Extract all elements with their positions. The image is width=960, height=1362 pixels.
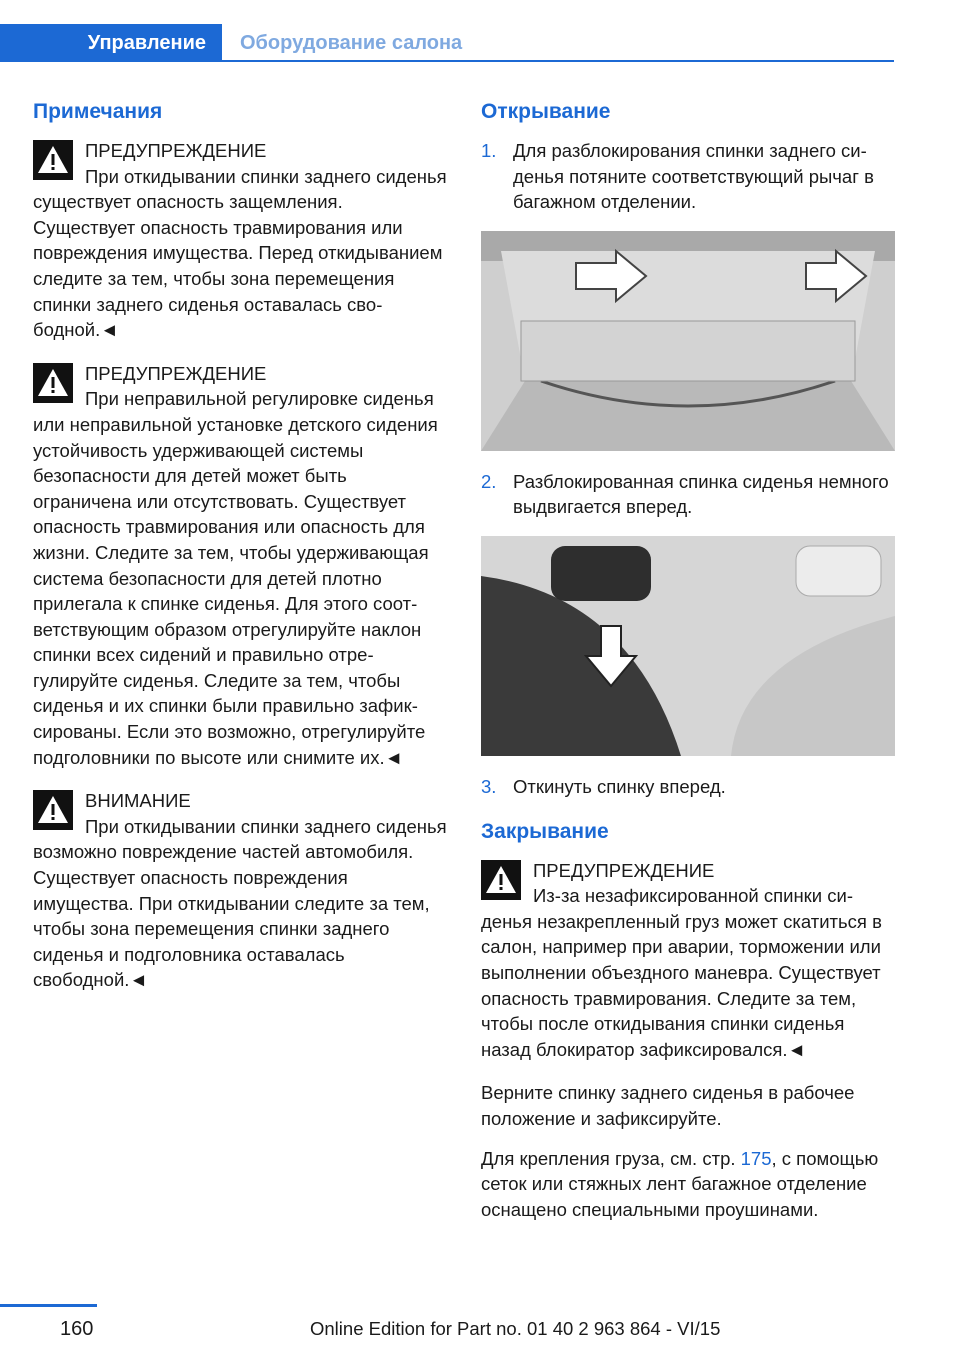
cargo-text-end: , с помощью сеток или стяжных лент багажное отделение оснащено специальными проушинами. [481, 1147, 879, 1220]
step-item [481, 469, 895, 520]
edition-text: Online Edition for Part no. 01 40 2 963 864 - VI/15 [310, 1318, 721, 1339]
warning-block [33, 361, 448, 771]
warning-triangle-icon [33, 363, 73, 403]
tab-control[interactable]: Управление [0, 24, 222, 62]
section-title-notes: Примечания [33, 100, 163, 123]
step-text: Откинуть спинку вперед. [513, 775, 726, 797]
warning-triangle-icon [33, 140, 73, 180]
trunk-release-lever-image [481, 231, 895, 451]
warning-title: ПРЕДУПРЕЖДЕНИЕ [85, 362, 267, 384]
caution-text: При откидывании спинки заднего сиденья возможно повреждение частей автомобиля. Существует опасность повреждения имущества. При откидывании следите за тем, чтобы зона перемещения спинки заднего сиденья и подголовника оставалась свободной.◄ [33, 815, 447, 991]
warning-title: ПРЕДУПРЕЖДЕНИЕ [85, 140, 267, 161]
seat-backrest-image [481, 536, 895, 756]
right-column [481, 100, 895, 1236]
cargo-paragraph [481, 1146, 895, 1223]
step-text: Для разблокирования спинки заднего сиденья потяните соответствующий рычаг в багажном отделении. [513, 140, 874, 213]
step-number: 1. [481, 140, 497, 161]
warning-triangle-icon [33, 790, 73, 830]
warning-block [33, 138, 448, 343]
header-rule [222, 60, 894, 62]
warning-text: При откидывании спинки заднего сиденья существует опасность защемления. Существует опасность травмирования или повреждения имущества. Перед откидыванием следите за тем, чтобы зона перемещения спинки заднего сиденья оставалась свободной.◄ [33, 165, 447, 341]
section-title-opening: Открывание [481, 100, 611, 123]
caution-title: ВНИМАНИЕ [85, 790, 191, 812]
warning-text: При неправильной регулировке сиденья или неправильной установке детского сидения устойчивость удерживающей системы безопасности для детей может быть ограничена или отсутствовать. Существует опасность травмирования или опасность для жизни. Следите за тем, чтобы удерживающая система безопасности для детей плотно прилегала к спинке сиденья. Для этого соответствующим образом отрегулируйте наклон спинки всех сидений и правильно отрегулируйте сиденья. Следите за тем, чтобы сиденья и их спинки были правильно зафиксированы. Если это возможно, отрегулируйте подголовники по высоте или снимите их.◄ [33, 388, 438, 768]
warning-text: Из-за незафиксированной спинки сиденья незакрепленный груз может скатиться в салон, например при аварии, торможении или выполнении объездного маневра. Существует опасность травмирования. Следите за тем, чтобы после откидывания спинки сиденья назад блокиратор зафиксировался.◄ [481, 885, 882, 1060]
page-number: 160 [60, 1318, 94, 1340]
cargo-text-start: Для крепления груза, см. стр. [481, 1147, 741, 1169]
step-number: 3. [481, 775, 497, 797]
step-item [481, 774, 895, 800]
page-header [0, 0, 960, 62]
instruction-paragraph: Верните спинку заднего сиденья в рабочее положение и зафиксируйте. [481, 1082, 855, 1129]
warning-title: ПРЕДУПРЕЖДЕНИЕ [533, 859, 715, 881]
step-item [481, 138, 895, 215]
caution-block [33, 788, 448, 993]
footer-rule [0, 1304, 97, 1307]
tab-interior-equipment[interactable]: Оборудование салона [240, 31, 463, 54]
warning-block [481, 858, 895, 1063]
page-link[interactable]: 175 [740, 1147, 772, 1169]
step-number: 2. [481, 470, 497, 492]
left-column [33, 100, 448, 1011]
warning-triangle-icon [481, 860, 521, 900]
section-title-closing: Закрывание [481, 819, 609, 843]
step-text: Разблокированная спинка сиденья немного выдвигается вперед. [513, 470, 889, 518]
